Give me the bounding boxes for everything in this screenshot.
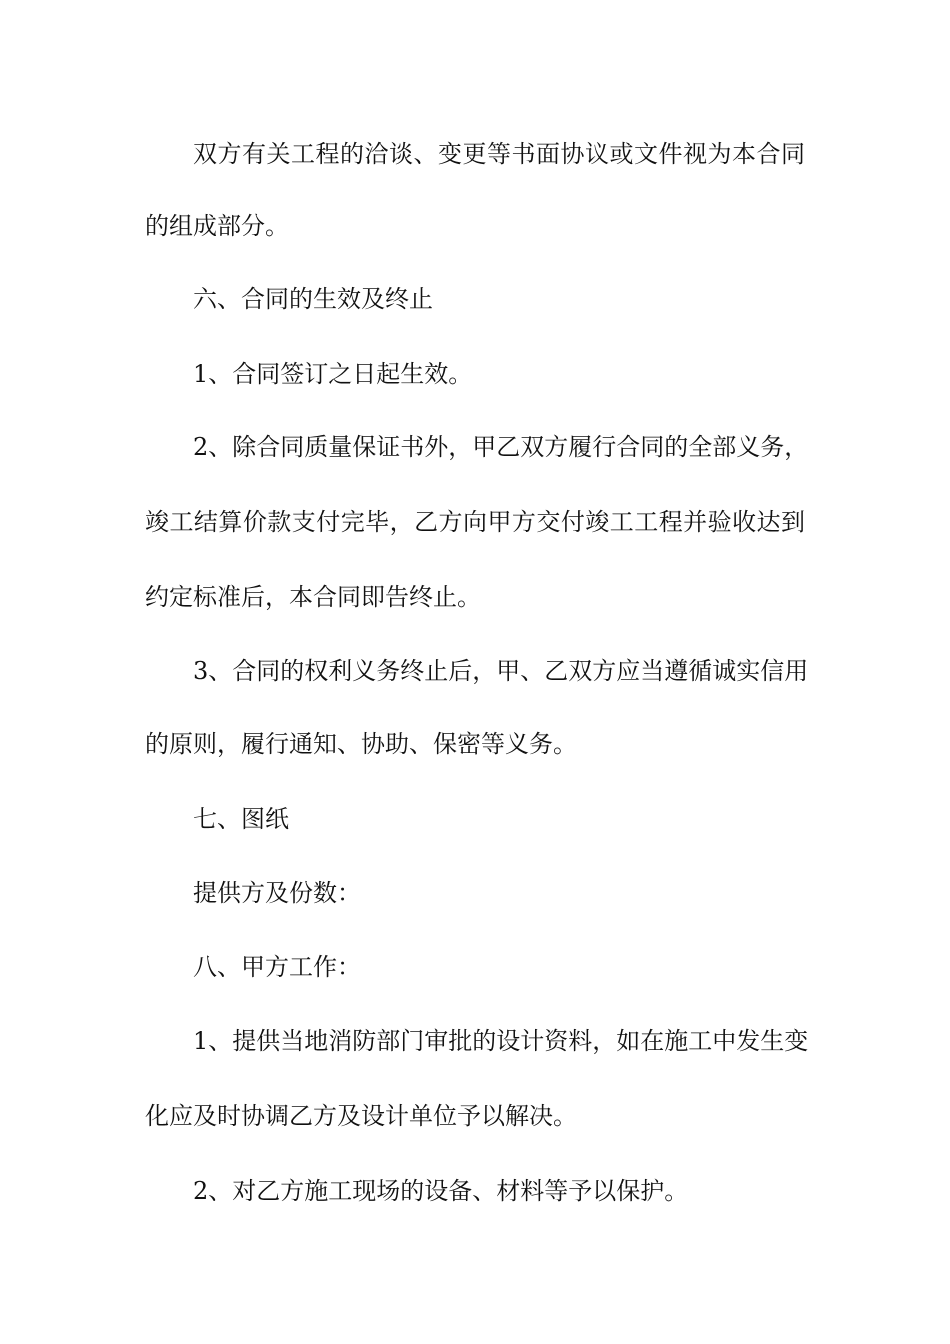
section-heading: 六、合同的生效及终止 <box>193 285 433 313</box>
section-heading: 七、图纸 <box>193 805 289 833</box>
paragraph-line: 的原则，履行通知、协助、保密等义务。 <box>145 730 577 758</box>
section-heading: 八、甲方工作： <box>193 953 361 981</box>
paragraph-line: 1、合同签订之日起生效。 <box>193 360 473 388</box>
paragraph-line: 提供方及份数： <box>193 879 361 907</box>
paragraph-line: 3、合同的权利义务终止后，甲、乙双方应当遵循诚实信用 <box>193 657 809 685</box>
paragraph-line: 双方有关工程的洽谈、变更等书面协议或文件视为本合同 <box>193 140 805 168</box>
paragraph-line: 1、提供当地消防部门审批的设计资料，如在施工中发生变 <box>193 1027 809 1055</box>
paragraph-line: 的组成部分。 <box>145 212 289 240</box>
paragraph-line: 2、除合同质量保证书外，甲乙双方履行合同的全部义务， <box>193 433 809 461</box>
paragraph-line: 竣工结算价款支付完毕，乙方向甲方交付竣工工程并验收达到 <box>145 508 805 536</box>
paragraph-line: 化应及时协调乙方及设计单位予以解决。 <box>145 1102 577 1130</box>
paragraph-line: 2、对乙方施工现场的设备、材料等予以保护。 <box>193 1177 689 1205</box>
paragraph-line: 约定标准后，本合同即告终止。 <box>145 583 481 611</box>
